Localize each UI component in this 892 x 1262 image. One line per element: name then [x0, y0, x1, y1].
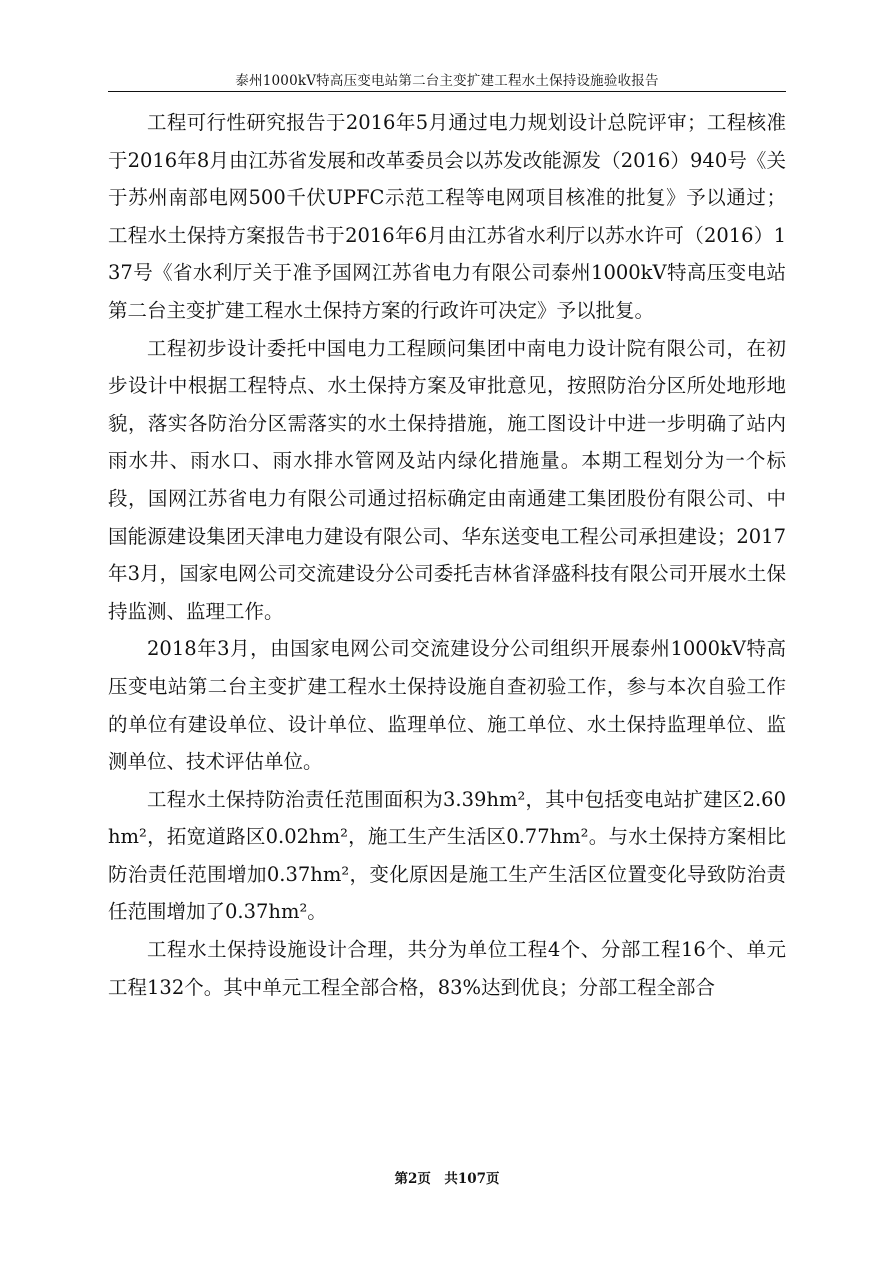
- paragraph-self-inspection: 2018年3月，由国家电网公司交流建设分公司组织开展泰州1000kV特高压变电站第二台主变扩建工程水土保持设施自查初验工作，参与本次自验工作的单位有建设单位、设计单位、监理单位、施工单位、水土保持监理单位、监测单位、技术评估单位。: [108, 637, 786, 774]
- page-number: 第2页 共107页: [394, 1171, 500, 1187]
- paragraph-project-division: 工程水土保持设施设计合理，共分为单位工程4个、分部工程16个、单元工程132个。其中单元工程全部合格，83%达到优良；分部工程全部合: [108, 938, 786, 999]
- paragraph-approvals: 工程可行性研究报告于2016年5月通过电力规划设计总院评审；工程核准于2016年8月由江苏省发展和改革委员会以苏发改能源发（2016）940号《关于苏州南部电网500千伏UPFC示范工程等电网项目核准的批复》予以通过；工程水土保持方案报告书于2016年6月由江苏省水利厅以苏水许可（2016）137号《省水利厅关于准予国网江苏省电力有限公司泰州1000kV特高压变电站第二台主变扩建工程水土保持方案的行政许可决定》予以批复。: [108, 111, 786, 322]
- body-text: [108, 104, 786, 1006]
- running-header: 泰州1000kV特高压变电站第二台主变扩建工程水土保持设施验收报告: [235, 73, 659, 89]
- header-divider: [108, 91, 786, 92]
- paragraph-design-construction: 工程初步设计委托中国电力工程顾问集团中南电力设计院有限公司，在初步设计中根据工程特点、水土保持方案及审批意见，按照防治分区所处地形地貌，落实各防治分区需落实的水土保持措施，施工图设计中进一步明确了站内雨水井、雨水口、雨水排水管网及站内绿化措施量。本期工程划分为一个标段，国网江苏省电力有限公司通过招标确定由南通建工集团股份有限公司、中国能源建设集团天津电力建设有限公司、华东送变电工程公司承担建设；2017年3月，国家电网公司交流建设分公司委托吉林省泽盛科技有限公司开展水土保持监测、监理工作。: [108, 336, 786, 623]
- paragraph-responsibility-area: 工程水土保持防治责任范围面积为3.39hm²，其中包括变电站扩建区2.60hm²，拓宽道路区0.02hm²，施工生产生活区0.77hm²。与水土保持方案相比防治责任范围增加0.37hm²，变化原因是施工生产生活区位置变化导致防治责任范围增加了0.37hm²。: [108, 787, 786, 924]
